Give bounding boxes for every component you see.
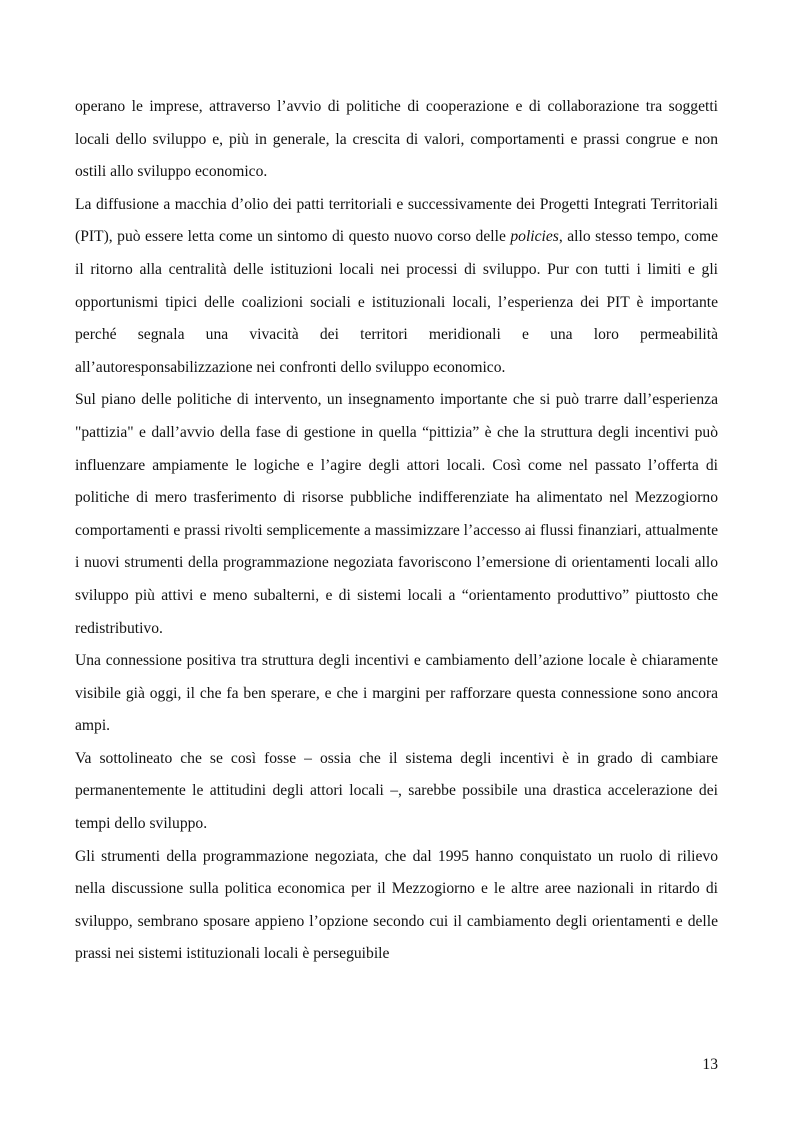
paragraph-text: Va sottolineato che se così fosse – ossia che il sistema degli incentivi è in grado di cambiare permanentemente le attitudini degli attori locali –, sarebbe possibile una drastica accelerazione dei tempi dello sviluppo.	[75, 749, 718, 833]
paragraph-patti-territoriali	[75, 189, 718, 385]
paragraph-text: , allo stesso tempo, come il ritorno alla centralità delle istituzioni locali nei processi di sviluppo. Pur con tutti i limiti e gli opportunismi tipici delle coalizioni sociali e istituzionali locali, l’esperienza dei PIT è importante perché segnala una vivacità dei territori meridionali e una loro permeabilità all’autoresponsabilizzazione nei confronti dello sviluppo economico.	[75, 228, 718, 376]
italic-term-policies: policies	[510, 228, 559, 246]
paragraph-text: La diffusione a macchia d’olio dei patti territoriali e successivamente dei Progetti Integrati Territoriali (PIT), può essere letta come un sintomo di questo nuovo corso delle	[75, 195, 718, 246]
paragraph-sottolineato	[75, 743, 718, 841]
paragraph-text: operano le imprese, attraverso l’avvio di politiche di cooperazione e di collaborazione tra soggetti locali dello sviluppo e, più in generale, la crescita di valori, comportamenti e prassi congrue e non ostili allo sviluppo economico.	[75, 98, 718, 181]
paragraph-continuation	[75, 91, 718, 189]
paragraph-connessione-positiva	[75, 645, 718, 743]
paragraph-politiche-intervento	[75, 384, 718, 645]
page-number: 13	[702, 1056, 718, 1073]
paragraph-text: Una connessione positiva tra struttura degli incentivi e cambiamento dell’azione locale è chiaramente visibile già oggi, il che fa ben sperare, e che i margini per rafforzare questa connessione sono ancora ampi.	[75, 652, 718, 735]
paragraph-text: Sul piano delle politiche di intervento, un insegnamento importante che si può trarre dall’esperienza "pattizia" e dall’avvio della fase di gestione in quella “pittizia” è che la struttura degli incentivi può influenzare ampiamente le logiche e l’agire degli attori locali. Così come nel passato l’offerta di politiche di mero trasferimento di risorse pubbliche indifferenziate ha alimentato nel Mezzogiorno comportamenti e prassi rivolti semplicemente a massimizzare l’accesso ai flussi finanziari, attualmente i nuovi strumenti della programmazione negoziata favoriscono l’emersione di orientamenti locali allo sviluppo più attivi e meno subalterni, e di sistemi locali a “orientamento produttivo” piuttosto che redistributivo.	[75, 391, 718, 637]
paragraph-text: Gli strumenti della programmazione negoziata, che dal 1995 hanno conquistato un ruolo di rilievo nella discussione sulla politica economica per il Mezzogiorno e le altre aree nazionali in ritardo di sviluppo, sembrano sposare appieno l’opzione secondo cui il cambiamento degli orientamenti e delle prassi nei sistemi istituzionali locali è perseguibile	[75, 847, 718, 963]
body-text	[75, 91, 718, 971]
paragraph-strumenti-programmazione	[75, 841, 718, 971]
